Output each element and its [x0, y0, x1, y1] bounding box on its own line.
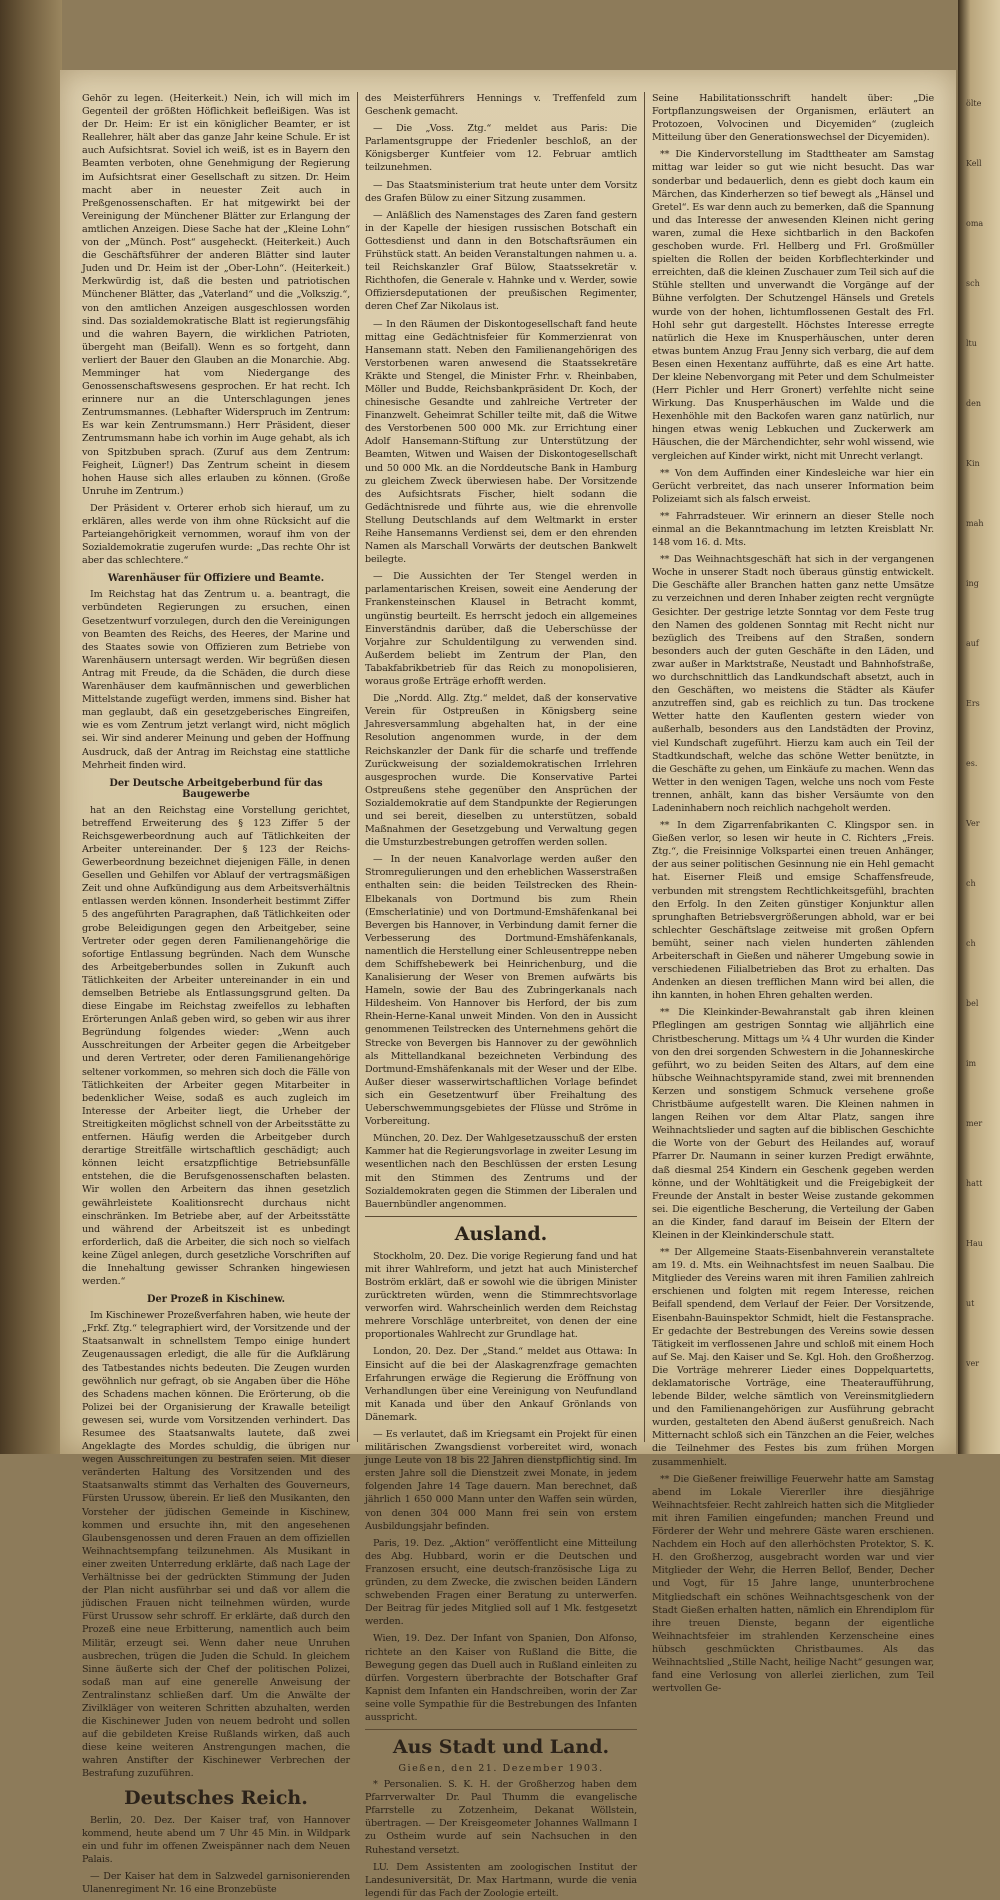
column-1: [82, 92, 350, 1895]
article-paragraph: Seine Habilitationsschrift handelt über: „Die Fortpflanzungsweisen der Organismen, erläutert an Protozoen, Volvocinen und Dicyemiden“ (zugleich Mitteilung über den Generationswechsel der Dicyemiden).: [652, 93, 934, 144]
article-paragraph: ** Das Weihnachtsgeschäft hat sich in der vergangenen Woche in unserer Stadt noch überaus günstig entwickelt. Die Geschäfte aller Branchen hatten ganz nette Umsätze zu verzeichnen und deren Inhaber zeigten recht vergnügte Gesichter. Der gestrige letzte Sonntag vor dem Feste trug den Namen des goldenen Sonntag mit Recht nicht nur bezüglich des Treibens auf den Straßen, sondern besonders auch der guten Geschäfte in den Läden, und zwar außer in Marktstraße, Neustadt und Bahnhofstraße, wo durchschnittlich das Landkundschaft absetzt, auch in den Geschäften, wo meistens die Städter als Käufer anzutreffen sind, gab es reichlich zu tun. Das trockene Wetter hatte den Kauflenten gestern wieder von außerhalb, besonders aus den Landstädten der Provinz, viel Kundschaft zugeführt. Hierzu kam auch ein Teil der Stadtkundschaft, welche das schöne Wetter benützte, in die Geschäfte zu gehen, um Einkäufe zu machen. Wenn das Wetter in den wenigen Tagen, welche uns noch vom Feste trennen, anhält, kann das bisher Versäumte von den Ladeninhabern noch reichlich nachgeholt werden.: [652, 554, 934, 814]
article-paragraph: Gehör zu legen. (Heiterkeit.) Nein, ich will mich im Gegenteil der größten Höflichkeit befleißigen. Was ist der Dr. Heim: Er ist ein königlicher Beamter, er ist Reallehrer, hält aber das ganze Jahr keine Schule. Er ist auch Aufsichtsrat. Soviel ich weiß, ist es in Bayern den Beamten verboten, ohne Genehmigung der Regierung im Aufsichtsrat einer Gesellschaft zu sitzen. Dr. Heim macht aber in neuester Zeit auch in Preßgenossenschaften. Er hat mitgewirkt bei der Vereinigung der Münchener Blätter zur Erlangung der amtlichen Anzeigen. Diese Sache hat der „Kleine Lohn“ von der „Münch. Post“ ausgeheckt. (Heiterkeit.) Auch die Geschäftsführer der anderen Blätter sind lauter Juden und Dr. Heim ist der „Ober-Lohn“. (Heiterkeit.) Merkwürdig ist, daß die besten und patriotischen Münchener Blätter, das „Vaterland“ und die „Volkszig.“, von den amtlichen Anzeigen ausgeschlossen worden sind. Das sozialdemokratische Blatt ist regierungsfähig und die wahren Bayern, die wirklichen Patrioten, übergeht man (Beifall). Wenn es so fortgeht, dann verliert der Bauer den Glauben an die Monarchie. Abg. Memminger hat vom Niedergange des Genossenschaftswesens gesprochen. Er hat recht. Ich erinnere nur an die Unterschlagungen jenes Zentrumsmannes. (Lebhafter Widerspruch im Zentrum: Es war kein Zentrumsmann.) Herr Präsident, dieser Zentrumsmann habe ich vorhin im Auge gehabt, als ich von Spitzbuben sprach. (Zuruf aus dem Zentrum: Feigheit, Lügner!) Das Zentrum scheint in diesem hohen Hause sich alles erlauben zu können. (Große Unruhe im Zentrum.): [82, 93, 350, 497]
book-binding-shadow: [0, 0, 62, 1454]
article-paragraph: — Anläßlich des Namenstages des Zaren fand gestern in der Kapelle der hiesigen russischen Botschaft ein Gottesdienst und dann in den Botschaftsräumen ein Frühstück statt. An beiden Veranstaltungen nahmen u. a. teil Reichskanzler Graf Bülow, Staatssekretär v. Richthofen, die Generale v. Hahnke und v. Werder, sowie Offiziersdeputationen der preußischen Regimenter, deren Chef Zar Nikolaus ist.: [365, 209, 637, 313]
article-paragraph: — Die Aussichten der Ter Stengel werden in parlamentarischen Kreisen, soweit eine Aenderung der Frankensteinschen Klausel in Betracht kommt, ungünstig beurteilt. Es herrscht jedoch ein allgemeines Einverständnis darüber, daß die Ueberschüsse der Vorjahre zur Schuldentilgung zu verwenden sind. Außerdem beliebt im Zentrum der Plan, den Tabakfabrikbetrieb für das Reich zu monopolisieren, woraus große Erträge erhofft werden.: [365, 571, 637, 688]
article-heading: Der Deutsche Arbeitgeberbund für das Baugewerbe: [109, 777, 323, 800]
article-paragraph: ** In dem Zigarrenfabrikanten C. Klingspor sen. in Gießen verlor, so lesen wir heute in C. Richters „Freis. Ztg.“, die Freisinnige Volkspartei einen treuen Anhänger, der aus seiner politischen Gesinnung nie ein Hehl gemacht hat. Eiserner Fleiß und emsige Schaffensfreude, verbunden mit strengstem Rechtlichkeitsgefühl, brachten den Erfolg. In den Zeiten günstiger Konjunktur allen sprunghaften Betriebsvergrößerungen abhold, war er bei schlechter Geschäftslage zeitweise mit großen Opfern bemüht, seiner nach vielen hunderten zählenden Arbeiterschaft in Gießen und näherer Umgebung sowie in verschiedenen Filialbetrieben das Brot zu erhalten. Das Andenken an diesen trefflichen Mann wird bei allen, die ihn kannten, in hohen Ehren gehalten werden.: [652, 820, 934, 1002]
article-paragraph: — Das Staatsministerium trat heute unter dem Vorsitz des Grafen Bülow zu einer Sitzung zusammen.: [365, 179, 637, 204]
adjacent-page-text-fragment: ing: [966, 579, 979, 588]
article-paragraph: ** Fahrradsteuer. Wir erinnern an dieser Stelle noch einmal an die Bekanntmachung im letzten Kreisblatt Nr. 148 vom 16. d. Mts.: [652, 510, 934, 549]
article-paragraph: München, 20. Dez. Der Wahlgesetzausschuß der ersten Kammer hat die Regierungsvorlage in zweiter Lesung im wesentlichen nach den Beschlüssen der ersten Lesung mit den Stimmen des Zentrums und der Sozialdemokraten gegen die Stimmen der Liberalen und Bauernbündler angenommen.: [365, 1133, 637, 1210]
article-paragraph: ** Der Allgemeine Staats-Eisenbahnverein veranstaltete am 19. d. Mts. ein Weihnachtsfest im neuen Saalbau. Die Mitglieder des Vereins waren mit ihren Familien zahlreich erschienen und folgten mit regem Interesse, reichen Beifall spendend, dem Verlauf der Feier. Der Vorsitzende, Eisenbahn-Bauinspektor Schmidt, hielt die Festansprache. Er gedachte der Bestrebungen des Vereins sowie dessen Tätigkeit im verflossenen Jahre und schloß mit einem Hoch auf Se. Maj. den Kaiser und Se. Kgl. Hoh. den Großherzog. Die Vorträge mehrerer Lieder eines Doppelquartetts, deklamatorische Vorträge, eine Theateraufführung, lebende Bilder, welche sämtlich von Vereinsmitgliedern und den Familienangehörigen zur Ausführung gebracht wurden, gestalteten den Abend äußerst genußreich. Nach Mitternacht schloß sich ein Tänzchen an die Feier, welches die Teilnehmer des Festes bis zum frühen Morgen zusammenhielt.: [652, 1247, 934, 1468]
adjacent-page-text-fragment: den: [966, 399, 982, 408]
column-rule: [357, 92, 358, 1442]
article-paragraph: London, 20. Dez. Der „Stand.“ meldet aus Ottawa: In Einsicht auf die bei der Alaskagrenzfrage gemachten Erfahrungen erwäge die Regierung die Eröffnung von Verhandlungen über eine Vereinigung von Neufundland mit Kanada und über den Ankauf Grönlands von Dänemark.: [365, 1346, 637, 1423]
column-2: [365, 92, 637, 1899]
article-paragraph: — In der neuen Kanalvorlage werden außer den Stromregulierungen und den erheblichen Wasserstraßen enthalten sein: die beiden Teilstrecken des Rhein-Elbekanals von Dortmund bis zum Rhein (Emscherlatinie) und von Dortmund-Emshäfenkanal bei Bevergen bis Hannover, in Verbindung damit ferner die Verbesserung des Dortmund-Emshäfenkanals, namentlich die Herstellung einer Schleusentreppe neben dem Schiffshebewerk bei Heinrichenburg, und die Kanalisierung der Weser von Bremen aufwärts bis Hameln, sowie der Bau des Zubringerkanals nach Hildesheim. Von Hannover bis Herford, der bis zum Rhein-Herne-Kanal unweit Minden. Von den in Aussicht genommenen Teilstrecken des Unternehmens gehört die Strecke von Bevergen bis Hannover zu der gewöhnlich als Mittellandkanal bezeichneten Verbindung des Dortmund-Emshäfenkanals mit der Weser und der Elbe. Außer dieser wasserwirtschaftlichen Vorlage befindet sich ein Gesetzentwurf über Freihaltung des Ueberschwemmungsgebietes der Flüsse und Ströme in Vorbereitung.: [365, 854, 637, 1128]
adjacent-page-edge: [958, 0, 1000, 1454]
adjacent-page-text-fragment: mah: [966, 519, 984, 528]
article-paragraph: — In den Räumen der Diskontogesellschaft fand heute mittag eine Gedächtnisfeier für Kommerzienrat von Hansemann statt. Neben den Familienangehörigen des Verstorbenen waren anwesend die Staatssekretäre Kräkte und Stengel, die Minister Frhr. v. Rheinbaben, Möller und Budde, Reichsbankpräsident Dr. Koch, der chinesische Gesandte und zahlreiche Vertreter der Finanzwelt. Geheimrat Schiller teilte mit, daß die Witwe des Verstorbenen 500 000 Mk. zur Errichtung einer Adolf Hansemann-Stiftung zur Unterstützung der Beamten, Witwen und Waisen der Diskontogesellschaft und 50 000 Mk. an die Norddeutsche Bank in Hamburg zu gleichem Zweck überwiesen habe. Der Vorsitzende des Aufsichtsrats Fischer, hielt sodann die Gedächtnisrede und führte aus, wie die ehrenvolle Stellung Deutschlands auf dem Weltmarkt in erster Reihe Hansemanns Verdienst sei, dem er den ehrenden Namen als Marschall Vorwärts der deutschen Bankwelt beilegte.: [365, 318, 637, 566]
article-paragraph: — Der Kaiser hat dem in Salzwedel garnisonierenden Ulanenregiment Nr. 16 eine Bronzebüste: [82, 1870, 350, 1895]
article-paragraph: Wien, 19. Dez. Der Infant von Spanien, Don Alfonso, richtete an den Kaiser von Rußland die Bitte, die Bewegung gegen das Duell auch in Rußland einleiten zu dürfen. Vorgestern überbrachte der Botschafter Graf Kapnist dem Infanten ein Handschreiben, worin der Zar seine volle Sympathie für die Bestrebungen des Infanten ausspricht.: [365, 1633, 637, 1723]
article-paragraph: * Personalien. S. K. H. der Großherzog haben dem Pfarrverwalter Dr. Paul Thumm die evangelische Pfarrstelle zu Zotzenheim, Dekanat Wöllstein, übertragen. — Der Kreisgeometer Johannes Wallmann I zu Ostheim wurde auf sein Nachsuchen in den Ruhestand versetzt.: [365, 1779, 637, 1856]
adjacent-page-text-fragment: oma: [966, 219, 984, 228]
adjacent-page-text-fragment: ut: [966, 1299, 975, 1308]
article-paragraph: Paris, 19. Dez. „Aktion“ veröffentlicht eine Mitteilung des Abg. Hubbard, worin er die Deutschen und Franzosen ersucht, eine deutsch-französische Liga zu gründen, zu dem Zwecke, die zwischen beiden Ländern schwebenden Fragen einer Beratung zu unterwerfen. Der Beitrag für jedes Mitglied soll auf 1 Mk. festgesetzt werden.: [365, 1537, 637, 1628]
adjacent-page-text-fragment: mer: [966, 1119, 983, 1128]
adjacent-page-text-fragment: Ver: [966, 819, 980, 828]
adjacent-page-text-fragment: ch: [966, 939, 976, 948]
article-paragraph: Im Reichstag hat das Zentrum u. a. beantragt, die verbündeten Regierungen zu ersuchen, einen Gesetzentwurf vorzulegen, durch den die Vereinigungen von Beamten des Reichs, des Heeres, der Marine und des Staates sowie von Offizieren zum Betriebe von Warenhäusern untersagt werden. Wir begrüßen diesen Antrag mit Freude, da die Schäden, die durch diese Warenhäuser dem kaufmännischen und gewerblichen Mittelstande zugefügt werden, immens sind. Bisher hat man geglaubt, daß ein gesetzgeberisches Eingreifen, wie es vom Zentrum jetzt verlangt wird, nicht möglich sei. Wir sind anderer Meinung und geben der Hoffnung Ausdruck, daß der Antrag im Reichstag eine stattliche Mehrheit finden wird.: [82, 589, 350, 771]
section-divider: [365, 1729, 637, 1730]
adjacent-page-text-fragment: Ers: [966, 699, 980, 708]
article-paragraph: Stockholm, 20. Dez. Die vorige Regierung fand und hat mit ihrer Wahlreform, und jetzt hat auch Ministerchef Boström erklärt, daß er sowohl wie die übrigen Minister zurücktreten würden, wenn die Stimmrechtsvorlage verworfen wird. Wahrscheinlich werden dem Reichstag mehrere Vorschläge unterbreitet, von denen der eine proportionales Wahlrecht zur Grundlage hat.: [365, 1250, 637, 1341]
section-heading: Ausland.: [454, 1222, 548, 1245]
adjacent-page-text-fragment: Kell: [966, 159, 982, 168]
article-paragraph: ** Von dem Auffinden einer Kindesleiche war hier ein Gerücht verbreitet, das nach unserer Information beim Polizeiamt sich als falsch erweist.: [652, 467, 934, 505]
adjacent-page-text-fragment: ltu: [966, 339, 977, 348]
adjacent-page-text-fragment: ver: [966, 1359, 980, 1368]
column-3: [652, 92, 934, 1695]
article-paragraph: ** Die Kindervorstellung im Stadttheater am Samstag mittag war leider so gut wie nicht besucht. Das war sonderbar und bedauerlich, denn es giebt doch kaum ein Märchen, das Kinderherzen so tief bewegt als „Hänsel und Gretel“. Es war denn auch zu bemerken, daß die Spannung und das Interesse der anwesenden Kleinen nicht gering waren, zumal die Hexe sichtbarlich in den Backofen geschoben wurde. Frl. Hellberg und Frl. Großmüller spielten die Rollen der beiden Korbflechterkinder und erreichten, daß die kleinen Zuschauer zum Teil sich auf die Stühle stellten und unverwandt die Vorgänge auf der Bühne verfolgten. Der Schutzengel Hänsels und Gretels wurde von der hohen, lichtumflossenen Gestalt des Frl. Hohl sehr gut dargestellt. Höchstes Interesse erregte natürlich die Hexe im Knusperhäuschen, unter deren etwas buntem Anzug Frau Jenny sich verbarg, die auf dem Besen einen Hexentanz aufführte, daß es eine Art hatte. Der kleine Nebenvorgang mit Peter und dem Schulmeister (Herr Pichler und Herr Gronert) verfehlte nicht seine Wirkung. Das Knusperhäuschen im Walde und die Hexenhöhle mit den Backofen waren ganz natürlich, nur hingen etwas wenig Lebkuchen und Zuckerwerk am Häuschen, die der Märchendichter, sehr wohl wissend, wie vergleichen auf Kinder wirkt, nicht mit Unrecht verlangt.: [652, 149, 934, 462]
article-paragraph: Der Präsident v. Orterer erhob sich hierauf, um zu erklären, alles werde von ihm ohne Rücksicht auf die Parteiangehörigkeit vernommen, worauf ihm von der Sozialdemokratie zugerufen wurde: „Das rechte Ohr ist aber das schlechtere.“: [82, 502, 350, 567]
adjacent-page-text-fragment: sch: [966, 279, 980, 288]
adjacent-page-text-fragment: auf: [966, 639, 979, 648]
adjacent-page-text-fragment: es.: [966, 759, 978, 768]
adjacent-page-text-fragment: bel: [966, 999, 979, 1008]
article-heading: Warenhäuser für Offiziere und Beamte.: [107, 573, 325, 585]
article-heading: Der Prozeß in Kischinew.: [146, 1294, 286, 1306]
adjacent-page-text-fragment: hatt: [966, 1179, 983, 1188]
adjacent-page-text-fragment: Hau: [966, 1239, 983, 1248]
adjacent-page-text-fragment: im: [966, 1059, 977, 1068]
article-paragraph: ** Die Kleinkinder-Bewahranstalt gab ihren kleinen Pfleglingen am gestrigen Sonntag wie alljährlich eine Christbescherung. Mittags um ¼ 4 Uhr wurden die Kinder von den drei sorgenden Schwestern in die Johanneskirche geführt, wo zu beiden Seiten des Altars, auf dem eine hübsche Weihnachtspyramide stand, zwei mit brennenden Kerzen und sonstigem Schmuck versehene große Christbäume aufgestellt waren. Die Kleinen nahmen in langen Reihen vor dem Altar Platz, sangen ihre Weihnachtslieder und sagten auf die biblischen Geschichte die Worte von der Geburt des Heilandes auf, worauf Pfarrer Dr. Naumann in seiner kurzen Predigt erwähnte, daß diesmal 254 Kindern ein Geschenk gegeben werden könne, und der Wohltätigkeit und die Freigebigkeit der Freunde der Anstalt in bester Weise zustande gekommen sei. Die eigentliche Bescherung, die Verteilung der Gaben an die Kinder, fand darauf im Beisein der Eltern der Kleinen in der Kleinkinderschule statt.: [652, 1007, 934, 1241]
article-paragraph: — Es verlautet, daß im Kriegsamt ein Projekt für einen militärischen Zwangsdienst vorbereitet wird, wonach junge Leute von 18 bis 22 Jahren dienstpflichtig sind. Im ersten Jahre soll die Dienstzeit zwei Monate, in jedem folgenden Jahre 14 Tage dauern. Man berechnet, daß jährlich 1 650 000 Mann unter den Waffen sein würden, von denen 304 000 Mann frei sein von erstem Ausbildungsjahr befinden.: [365, 1429, 637, 1532]
article-paragraph: ** Die Gießener freiwillige Feuerwehr hatte am Samstag abend im Lokale Viererller ihre diesjährige Weihnachtsfeier. Recht zahlreich hatten sich die Mitglieder mit ihren Familien eingefunden; manchen Freund und Förderer der Wehr und mehrere Gäste waren erschienen. Nachdem ein Hoch auf den allerhöchsten Protektor, S. K. H. den Großherzog, ausgebracht worden war und vier Mitglieder der Wehr, die Herren Bellof, Bender, Decher und Vogt, für 15 Jahre lange, ununterbrochene Mitgliedschaft ein schönes Weihnachtsgeschenk von der Stadt Gießen erhalten hatten, nämlich ein Ehrendiplom für ihre treuen Dienste, begann der eigentliche Weihnachtsfeier im strahlenden Kerzenscheine eines hübsch geschmückten Christbaumes. Als das Weihnachtslied „Stille Nacht, heilige Nacht“ gesungen war, fand eine Verlosung von allerlei zierlichen, zum Teil wertvollen Ge-: [652, 1473, 934, 1695]
adjacent-page-text-fragment: ch: [966, 879, 976, 888]
article-paragraph: des Meisterführers Hennings v. Treffenfeld zum Geschenk gemacht.: [365, 93, 637, 118]
adjacent-page-text-fragment: Kin: [966, 459, 980, 468]
section-heading: Deutsches Reich.: [124, 1786, 308, 1809]
column-rule: [644, 92, 645, 1442]
article-paragraph: Im Kischinewer Prozeßverfahren haben, wie heute der „Frkf. Ztg.“ telegraphiert wird, der Vorsitzende und der Staatsanwalt in schnellstem Tempo einige hundert Zeugenaussagen erledigt, die alle für die Aufklärung des Tatbestandes nichts bedeuten. Die Zeugen wurden gewöhnlich nur gefragt, ob sie Angaben über die Höhe des Schadens machen können. Die Erörterung, ob die Polizei bei der Organisierung der Krawalle beteiligt gewesen sei, wurde vom Vorsitzenden verhindert. Das Resumee des Staatsanwalts lautete, daß zwei Angeklagte des Mordes schuldig, die übrigen nur wegen Ausschreitungen zu bestrafen seien. Mit dieser veränderten Haltung des Vorsitzenden und des Staatsanwalts stimmt das Verhalten des Gouverneurs, Fürsten Urussow, überein. Er ließ den Musikanten, den Vorsteher der jüdischen Gemeinde in Kischinew, kommen und ersuchte ihn, mit den angesehenen Glaubensgenossen und deren Frauen an dem offiziellen Weihnachtsempfang teilzunehmen. Als Musikant in einer zweiten Unterredung erklärte, daß nach Lage der Verhältnisse bei der gedrückten Stimmung der Juden der Plan nicht ausführbar sei und daß vor allem die jüdischen Frauen nicht teilnehmen würden, wurde Fürst Urussow sehr schroff. Er erklärte, daß durch den Prozeß eine neue Erbitterung, namentlich auch beim Militär, erzeugt sei. Wenn daher neue Unruhen ausbrechen, trügen die Juden die Schuld. In gleichem Sinne äußerte sich der Chef der politischen Polizei, sodaß man auf eine generelle Anweisung der Zentralinstanz schließen darf. Um die Anwälte der Zivilkläger von weiteren Schritten abzuhalten, werden die Kischinewer Juden von neuem bedroht und sollen auf die gebildeten Kreise Rußlands wirken, daß auch diese keine weiteren Anstrengungen machen, die wahren Anstifter der Kischinewer Verbrechen der Bestrafung zuzuführen.: [82, 1310, 350, 1780]
newspaper-page: [60, 70, 956, 1899]
article-paragraph: — Die „Voss. Ztg.“ meldet aus Paris: Die Parlamentsgruppe der Friedenler beschloß, an der Königsberger Kuntfeier vom 12. Februar amtlich teilzunehmen.: [365, 123, 637, 174]
section-divider: [365, 1216, 637, 1217]
section-heading: Aus Stadt und Land.: [392, 1736, 610, 1759]
dateline: Gießen, den 21. Dezember 1903.: [398, 1763, 604, 1775]
article-paragraph: LU. Dem Assistenten am zoologischen Institut der Landesuniversität, Dr. Max Hartmann, wurde die venia legendi für das Fach der Zoologie erteilt.: [365, 1861, 637, 1899]
adjacent-page-text-fragment: ölte: [966, 99, 982, 108]
article-paragraph: hat an den Reichstag eine Vorstellung gerichtet, betreffend Erweiterung des § 123 Ziffer 5 der Reichsgewerbeordnung auch auf Tätlichkeiten der Arbeiter untereinander. Der § 123 der Reichs-Gewerbeordnung bezeichnet diejenigen Fälle, in denen Gesellen und Gehilfen vor Ablauf der vertragsmäßigen Zeit und ohne Aufkündigung aus dem Arbeitsverhältnis entlassen werden können. Insonderheit bestimmt Ziffer 5 des angeführten Paragraphen, daß Tätlichkeiten oder grobe Beleidigungen gegen den Arbeitgeber, seine Vertreter oder gegen deren Familienangehörige die sofortige Entlassung begründen. Nach dem Wunsche des Arbeitgeberbundes sollen in Zukunft auch Tätlichkeiten der Arbeiter untereinander in ein und demselben Betriebe als Entlassungsgrund gelten. Da diese Eingabe im Reichstag zweifellos zu lebhaften Erörterungen Anlaß geben wird, so geben wir aus ihrer Begründung folgendes wieder: „Wenn auch Ausschreitungen der Arbeiter gegen die Arbeitgeber und deren Vertreter, oder deren Familienangehörige seltener vorkommen, so mehren sich doch die Fälle von Tätlichkeiten der Arbeiter gegen Mitarbeiter in bedenklicher Weise, sodaß es auch zugleich im Interesse der Arbeiter liegt, die Urheber der Streitigkeiten möglichst schnell von der Arbeitsstätte zu entfernen. Häufig werden die Arbeitgeber durch derartige Streitfälle wirtschaftlich geschädigt; auch können leicht ersatzpflichtige Betriebsunfälle entstehen, die die Berufsgenossenschaften belasten. Wir wollen den Arbeitern das ihnen gesetzlich gewährleistete Koalitionsrecht durchaus nicht einschränken. Im Betriebe aber, auf der Arbeitsstätte und während der Arbeitszeit ist es unbedingt erforderlich, daß die Arbeiter, die sich noch so vielfach keine Zügel anlegen, durch gesetzliche Vorschriften auf die Innehaltung gewisser Schranken hingewiesen werden.“: [82, 804, 350, 1288]
article-paragraph: Die „Nordd. Allg. Ztg.“ meldet, daß der konservative Verein für Ostpreußen in Königsberg seine Jahresversammlung abgehalten hat, in der eine Resolution angenommen wurde, in der dem Reichskanzler der Dank für die scharfe und treffende Zurückweisung der sozialdemokratischen Irrlehren ausgesprochen wurde. Die Konservative Partei Ostpreußens stehe gegenüber den Ansprüchen der Sozialdemokratie auf dem Standpunkte der Regierungen und sei bereit, dieselben zu unterstützen, sobald Maßnahmen der Gesetzgebung und Verwaltung gegen die Umsturzbestrebungen getroffen werden sollen.: [365, 693, 637, 849]
article-paragraph: Berlin, 20. Dez. Der Kaiser traf, von Hannover kommend, heute abend um 7 Uhr 45 Min. in Wildpark ein und fuhr im offenen Zweispänner nach dem Neuen Palais.: [82, 1814, 350, 1865]
